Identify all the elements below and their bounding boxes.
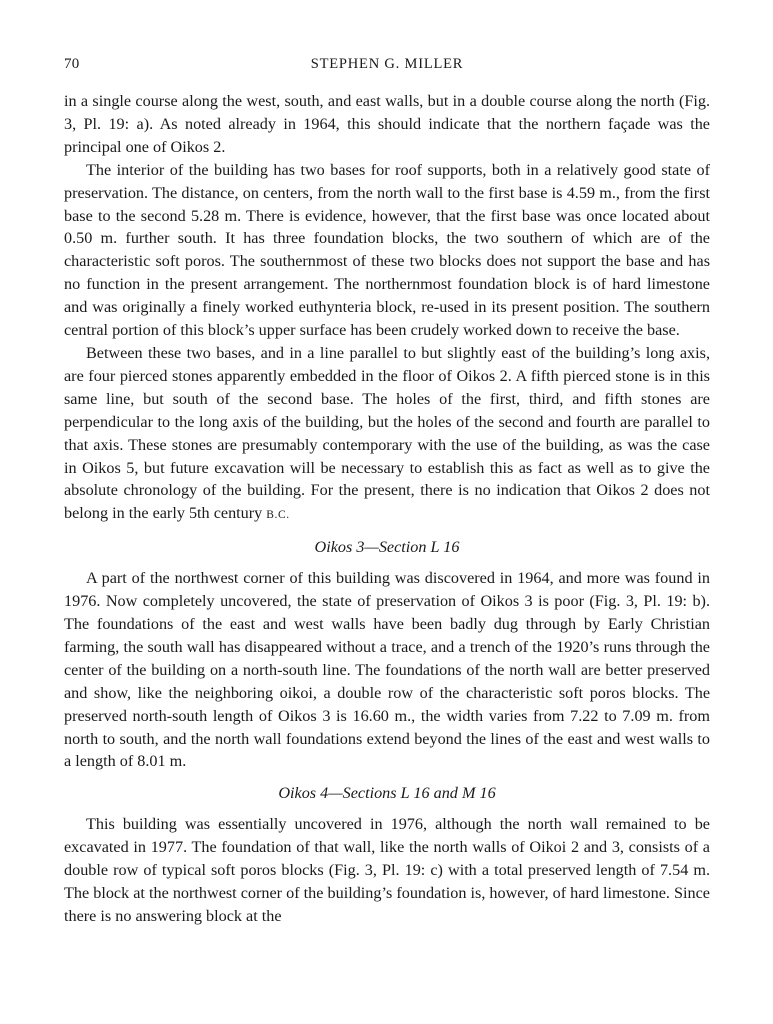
paragraph-continuation: in a single course along the west, south, and east walls, but in a double course along the north (Fig. 3, Pl. 19: a). As noted already in 1964, this should indicate that the northern façade was the principal one of Oikos 2.	[64, 92, 710, 156]
body-text	[64, 90, 710, 928]
paragraph-oikos-4: This building was essentially uncovered in 1976, although the north wall remained to be excavated in 1977. The foundation of that wall, like the north walls of Oikoi 2 and 3, consists of a double row of typical soft poros blocks (Fig. 3, Pl. 19: c) with a total preserved length of 7.54 m. The block at the northwest corner of the building’s foundation is, however, of hard limestone. Since there is no answering block at the	[64, 815, 710, 925]
era-abbreviation: B.C.	[266, 509, 290, 522]
paragraph-interior-bases: The interior of the building has two bases for roof supports, both in a relatively good state of preservation. The distance, on centers, from the north wall to the first base is 4.59 m., from the first base to the second 5.28 m. There is evidence, however, that the first base was once located about 0.50 m. further south. It has three foundation blocks, the two southern of which are of the characteristic soft poros. The southernmost of these two blocks does not support the base and has no function in the present arrangement. The northernmost foundation block is of hard limestone and was originally a finely worked euthynteria block, re-used in its present position. The southern central portion of this block’s upper surface has been crudely worked down to receive the base.	[64, 160, 710, 340]
section-heading-oikos-4: Oikos 4—Sections L 16 and M 16	[278, 784, 496, 803]
paragraph-oikos-3: A part of the northwest corner of this building was discovered in 1964, and more was found in 1976. Now completely uncovered, the state of preservation of Oikos 3 is poor (Fig. 3, Pl. 19: b). The foundations of the east and west walls have been badly dug through by Early Christian farming, the south wall has disappeared without a trace, and a trench of the 1920’s runs through the center of the building on a north-south line. The foundations of the north wall are better preserved and show, like the neighboring oikoi, a double row of the characteristic soft poros blocks. The preserved north-south length of Oikos 3 is 16.60 m., the width varies from 7.22 to 7.09 m. from north to south, and the north wall foundations extend beyond the lines of the east and west walls to a length of 8.01 m.	[64, 569, 710, 771]
section-heading-oikos-3: Oikos 3—Section L 16	[314, 538, 460, 557]
paragraph-pierced-stones-text: Between these two bases, and in a line parallel to but slightly east of the building’s long axis, are four pierced stones apparently embedded in the floor of Oikos 2. A fifth pierced stone is in this same line, but south of the second base. The holes of the first, third, and fifth stones are perpendicular to the long axis of the building, but the holes of the second and fourth are parallel to that axis. These stones are presumably contemporary with the use of the building, as was the case in Oikos 5, but future excavation will be necessary to establish this as fact as well as to give the absolute chronology of the building. For the present, there is no indication that Oikos 2 does not belong in the early 5th century	[64, 343, 710, 523]
running-head	[64, 56, 710, 78]
paragraph-pierced-stones	[64, 342, 710, 527]
running-head-author: STEPHEN G. MILLER	[310, 56, 464, 72]
page-number: 70	[64, 56, 80, 72]
journal-page	[64, 56, 710, 928]
